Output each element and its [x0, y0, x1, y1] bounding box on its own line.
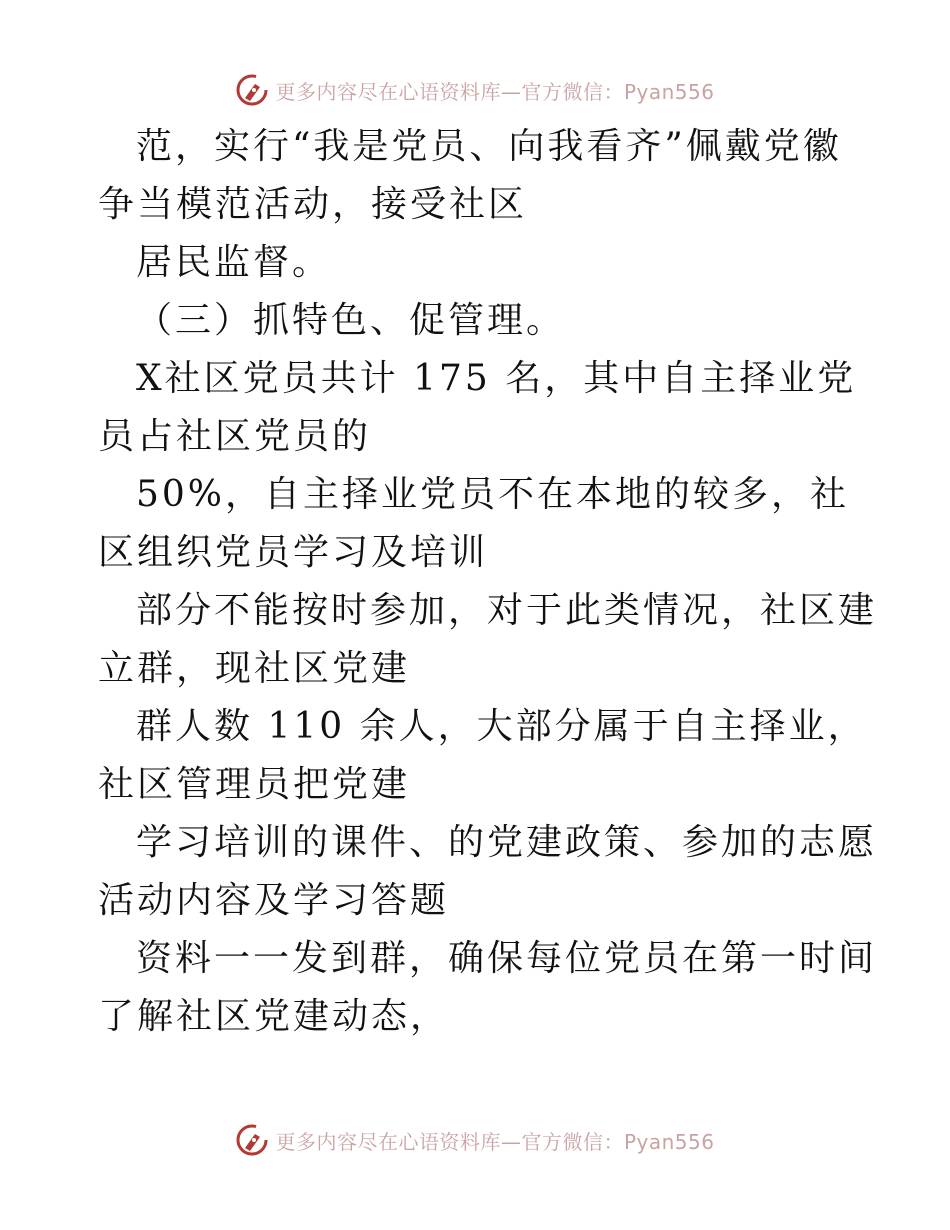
- paragraph: 居民监督。: [136, 242, 332, 283]
- paragraph: X社区党员共计 175 名，其中自主择业党员占社区党员的: [98, 358, 857, 457]
- paragraph: 部分不能按时参加，对于此类情况，社区建立群，现社区党建: [98, 590, 878, 689]
- section-heading: （三）抓特色、促管理。: [136, 300, 566, 341]
- page-header-banner: [0, 70, 950, 110]
- paragraph: 群人数 110 余人，大部分属于自主择业，社区管理员把党建: [98, 706, 867, 805]
- document-body: [98, 118, 878, 1046]
- footer-banner-text: 更多内容尽在心语资料库—官方微信：Pyan556: [275, 1129, 715, 1154]
- pen-nib-circle-icon: [235, 1123, 269, 1157]
- paragraph: 学习培训的课件、的党建政策、参加的志愿活动内容及学习答题: [98, 822, 878, 921]
- paragraph: 50%，自主择业党员不在本地的较多，社区组织党员学习及培训: [98, 474, 850, 573]
- paragraph: 资料一一发到群，确保每位党员在第一时间了解社区党建动态，: [98, 938, 878, 1037]
- page-footer-banner: [0, 1120, 950, 1160]
- pen-nib-circle-icon: [235, 73, 269, 107]
- paragraph: 范，实行“我是党员、向我看齐”佩戴党徽争当模范活动，接受社区: [98, 126, 842, 225]
- header-banner-text: 更多内容尽在心语资料库—官方微信：Pyan556: [275, 79, 715, 104]
